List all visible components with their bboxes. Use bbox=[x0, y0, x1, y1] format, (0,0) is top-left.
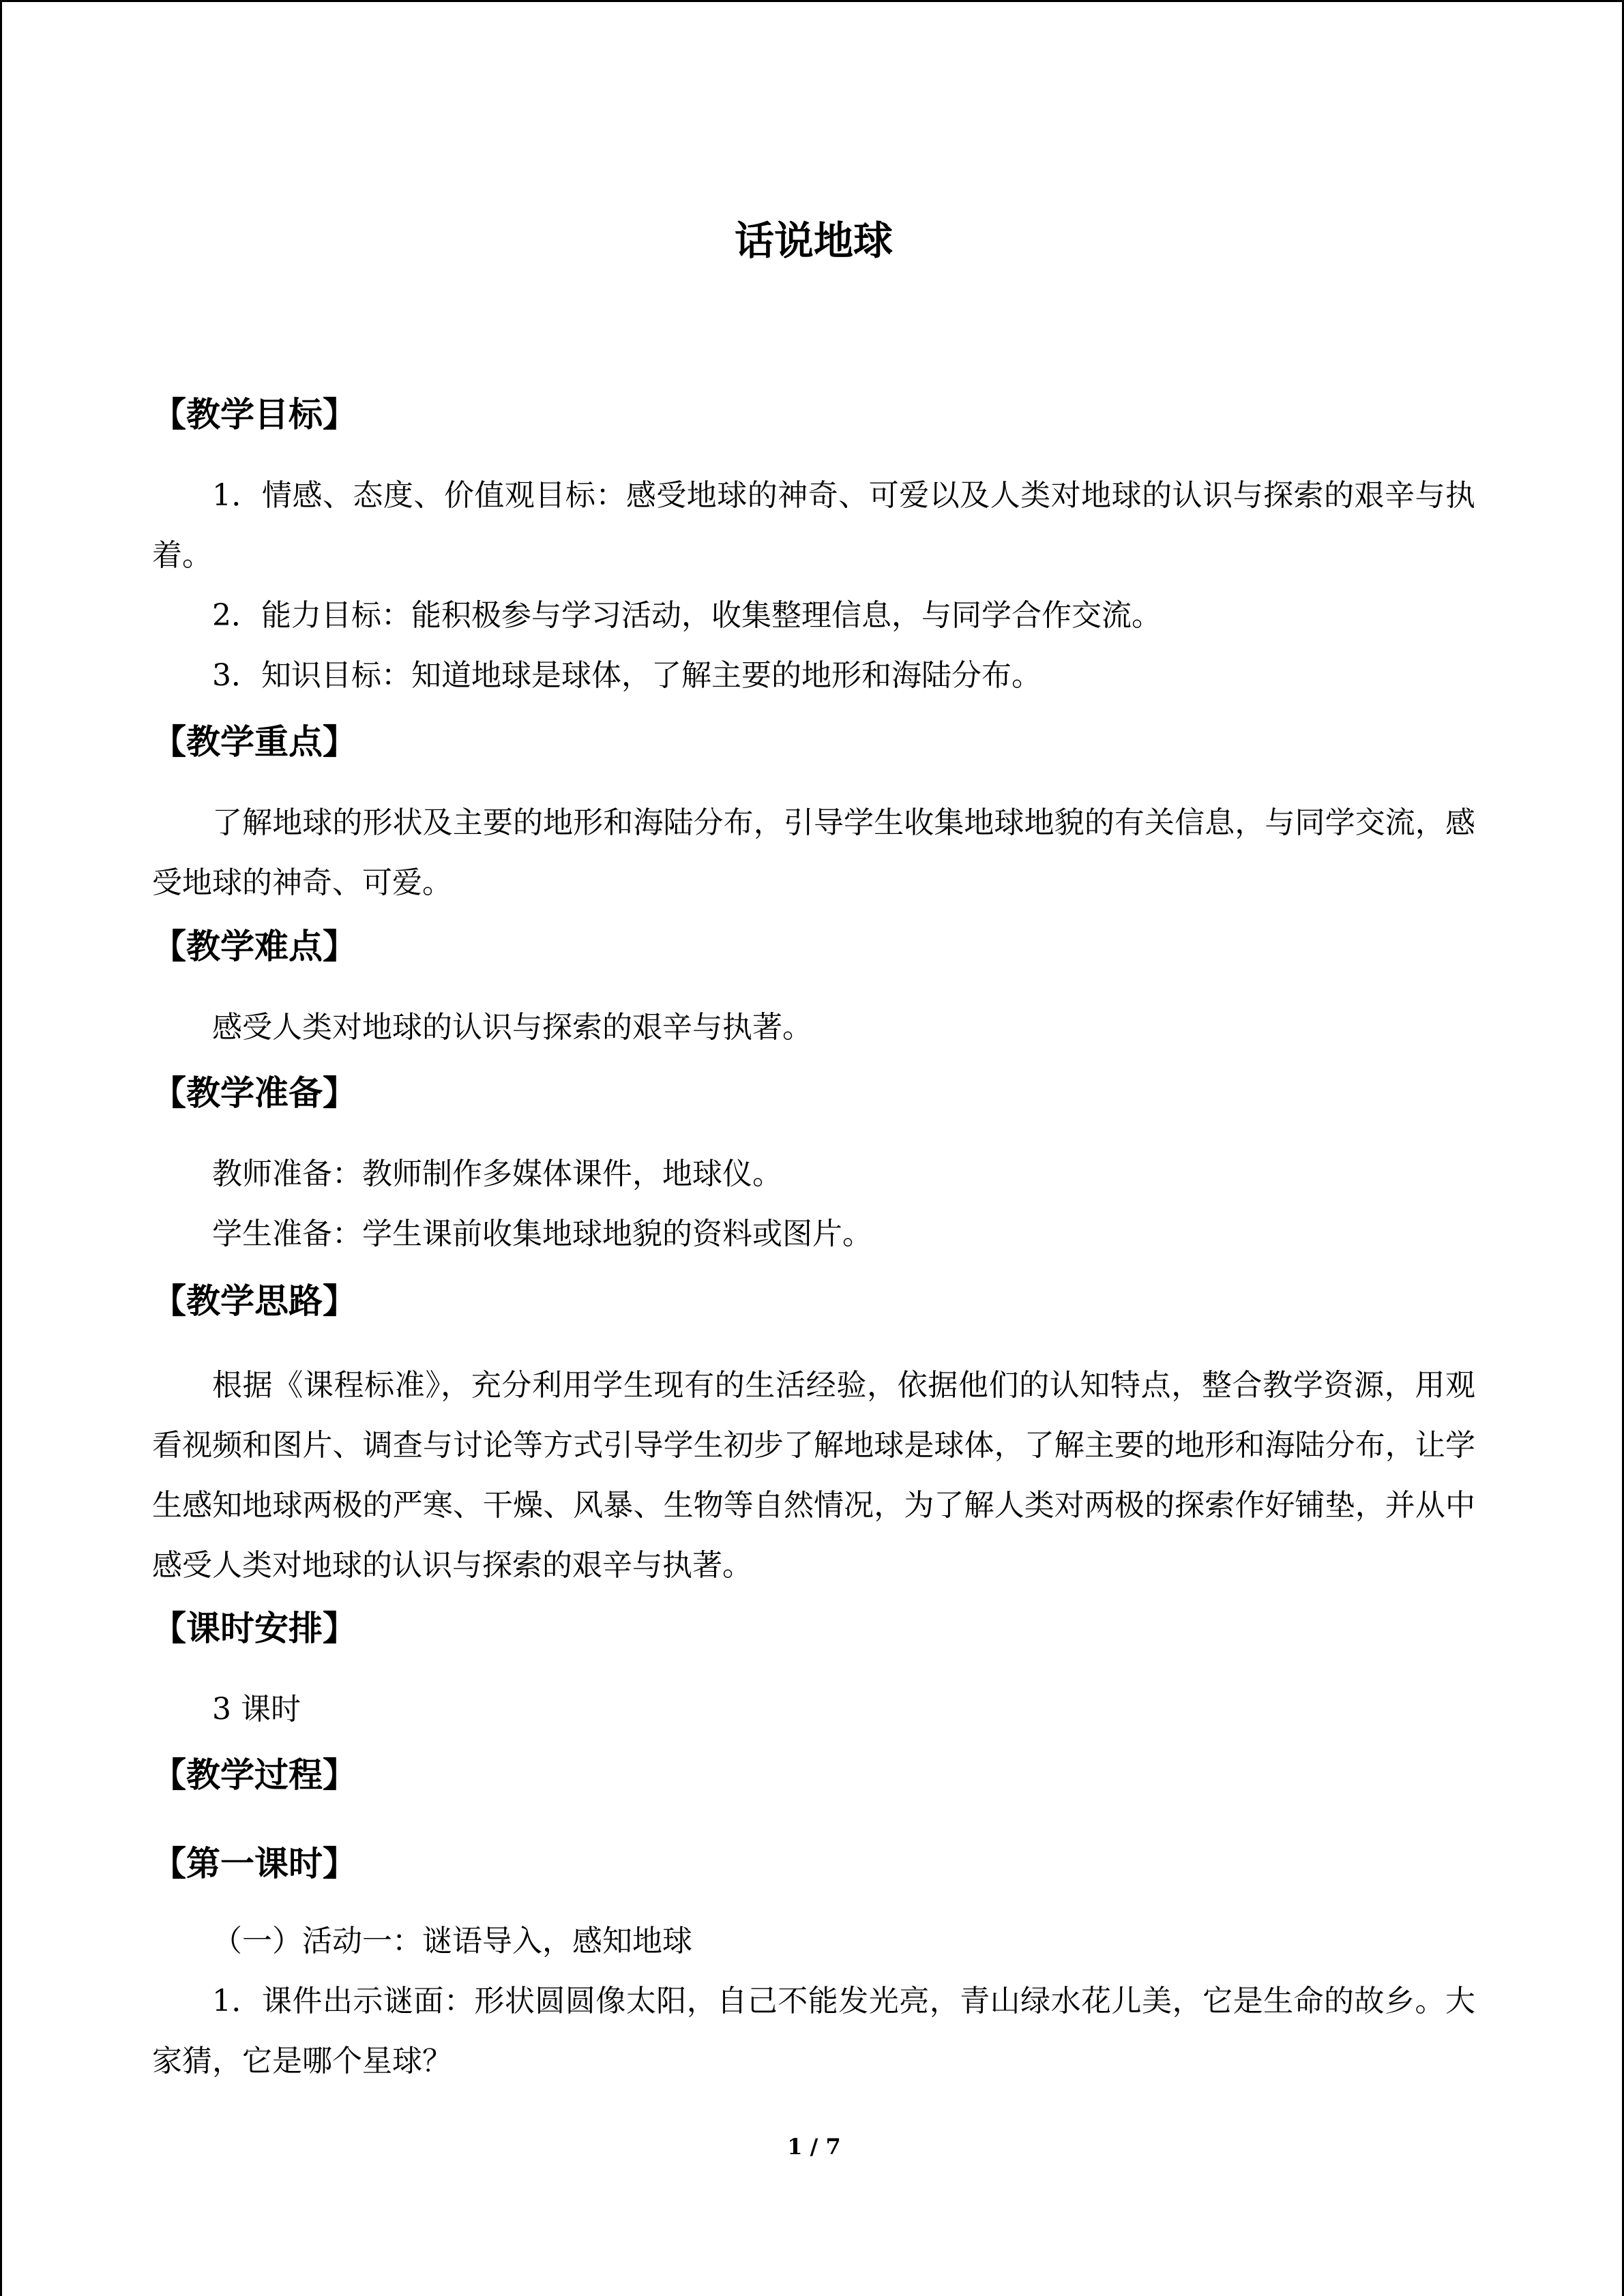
difficulty-text: 感受人类对地球的认识与探索的艰辛与执著。 bbox=[212, 1010, 812, 1045]
section-goals bbox=[152, 387, 1475, 442]
section-heading-lesson1: 【第一课时】 bbox=[152, 1844, 357, 1883]
section-difficulty bbox=[152, 919, 1475, 974]
preparation-body bbox=[152, 1144, 1475, 1264]
approach-body bbox=[152, 1356, 1475, 1596]
approach-text: 根据《课程标准》，充分利用学生现有的生活经验，依据他们的认知特点，整合教学资源，用观看视频和图片、调查与讨论等方式引导学生初步了解地球是球体，了解主要的地形和海陆分布，让学生感知地球两极的严寒、干燥、风暴、生物等自然情况，为了解人类对两极的探索作好铺垫，并从中感受人类对地球的认识与探索的艰辛与执著。 bbox=[152, 1368, 1475, 1583]
section-heading-goals: 【教学目标】 bbox=[152, 395, 357, 434]
lesson1-step1: 1．课件出示谜面：形状圆圆像太阳，自己不能发光亮，青山绿水花儿美，它是生命的故乡。大家猜，它是哪个星球？ bbox=[152, 1984, 1475, 2078]
schedule-body bbox=[152, 1680, 1475, 1740]
section-heading-focus: 【教学重点】 bbox=[152, 722, 357, 762]
section-lesson1 bbox=[152, 1836, 1475, 1891]
difficulty-body bbox=[152, 998, 1475, 1058]
preparation-teacher: 教师准备：教师制作多媒体课件，地球仪。 bbox=[212, 1157, 782, 1191]
section-heading-difficulty: 【教学难点】 bbox=[152, 927, 357, 966]
section-focus bbox=[152, 715, 1475, 769]
goal-item-3: 3．知识目标：知道地球是球体，了解主要的地形和海陆分布。 bbox=[212, 658, 1042, 693]
section-approach bbox=[152, 1274, 1475, 1328]
preparation-student: 学生准备：学生课前收集地球地貌的资料或图片。 bbox=[212, 1217, 872, 1251]
section-process bbox=[152, 1748, 1475, 1802]
section-preparation bbox=[152, 1066, 1475, 1120]
goal-item-1: 1．情感、态度、价值观目标：感受地球的神奇、可爱以及人类对地球的认识与探索的艰辛与执着。 bbox=[152, 478, 1475, 573]
focus-text: 了解地球的形状及主要的地形和海陆分布，引导学生收集地球地貌的有关信息，与同学交流，感受地球的神奇、可爱。 bbox=[152, 805, 1475, 900]
schedule-text: 3 课时 bbox=[212, 1692, 301, 1727]
page-number: 1 / 7 bbox=[787, 2134, 841, 2160]
goal-item-2: 2．能力目标：能积极参与学习活动，收集整理信息，与同学合作交流。 bbox=[212, 598, 1162, 633]
goals-list bbox=[152, 466, 1475, 706]
focus-body bbox=[152, 793, 1475, 913]
section-heading-process: 【教学过程】 bbox=[152, 1755, 357, 1795]
page-title: 话说地球 bbox=[734, 218, 893, 264]
lesson1-body bbox=[152, 1911, 1475, 2091]
section-heading-preparation: 【教学准备】 bbox=[152, 1073, 357, 1113]
section-schedule bbox=[152, 1601, 1475, 1656]
lesson1-activity: （一）活动一：谜语导入，感知地球 bbox=[212, 1924, 692, 1958]
section-heading-schedule: 【课时安排】 bbox=[152, 1609, 357, 1648]
section-heading-approach: 【教学思路】 bbox=[152, 1281, 357, 1321]
